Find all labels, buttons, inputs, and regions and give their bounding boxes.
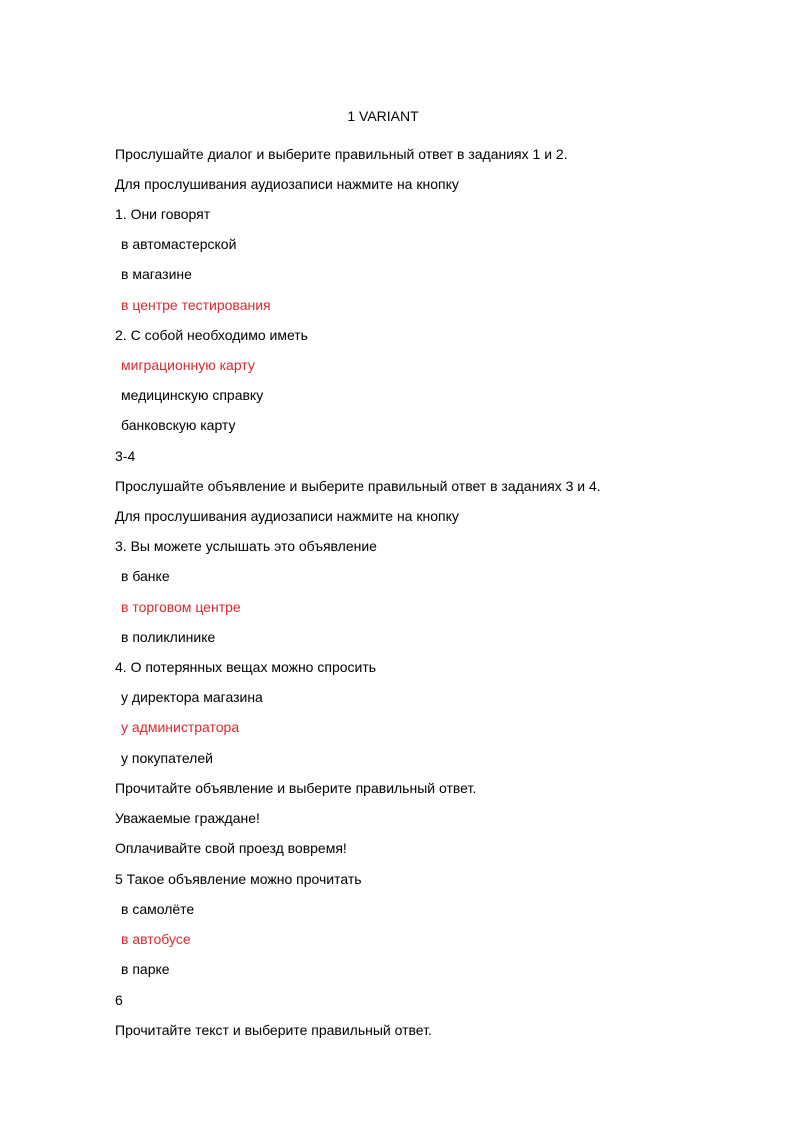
section4-instruction: Прочитайте текст и выберите правильный ответ. (115, 1022, 432, 1038)
q5-option-1[interactable]: в самолёте (121, 901, 195, 917)
q1-option-2[interactable]: в магазине (121, 266, 192, 282)
q3-option-1[interactable]: в банке (121, 568, 170, 584)
q4-option-1[interactable]: у директора магазина (121, 689, 263, 705)
announcement-line-2: Оплачивайте свой проезд вовремя! (115, 840, 347, 856)
q4-question: 4. О потерянных вещах можно спросить (115, 659, 377, 675)
q4-option-3[interactable]: у покупателей (121, 750, 213, 766)
q4-option-2-correct[interactable]: у администратора (121, 719, 240, 735)
q1-question: 1. Они говорят (115, 206, 211, 222)
q2-option-3[interactable]: банковскую карту (121, 417, 236, 433)
q2-question: 2. С собой необходимо иметь (115, 327, 308, 343)
page-title: 1 VARIANT (347, 108, 419, 124)
q3-question: 3. Вы можете услышать это объявление (115, 538, 377, 554)
q5-question: 5 Такое объявление можно прочитать (115, 871, 362, 887)
announcement-line-1: Уважаемые граждане! (115, 810, 260, 826)
section4-number: 6 (115, 992, 123, 1008)
q1-option-1[interactable]: в автомастерской (121, 236, 237, 252)
q5-option-2-correct[interactable]: в автобусе (121, 931, 191, 947)
section1-audio-hint: Для прослушивания аудиозаписи нажмите на кнопку (115, 176, 459, 192)
q5-option-3[interactable]: в парке (121, 961, 170, 977)
q3-option-3[interactable]: в поликлинике (121, 629, 216, 645)
section2-audio-hint: Для прослушивания аудиозаписи нажмите на кнопку (115, 508, 459, 524)
q2-option-1-correct[interactable]: миграционную карту (121, 357, 255, 373)
q3-option-2-correct[interactable]: в торговом центре (121, 599, 241, 615)
q2-option-2[interactable]: медицинскую справку (121, 387, 264, 403)
q1-option-3-correct[interactable]: в центре тестирования (121, 297, 271, 313)
section3-instruction: Прочитайте объявление и выберите правильный ответ. (115, 780, 477, 796)
section2-number: 3-4 (115, 448, 136, 464)
section2-instruction: Прослушайте объявление и выберите правильный ответ в заданиях 3 и 4. (115, 478, 601, 494)
section1-instruction: Прослушайте диалог и выберите правильный ответ в заданиях 1 и 2. (115, 146, 568, 162)
